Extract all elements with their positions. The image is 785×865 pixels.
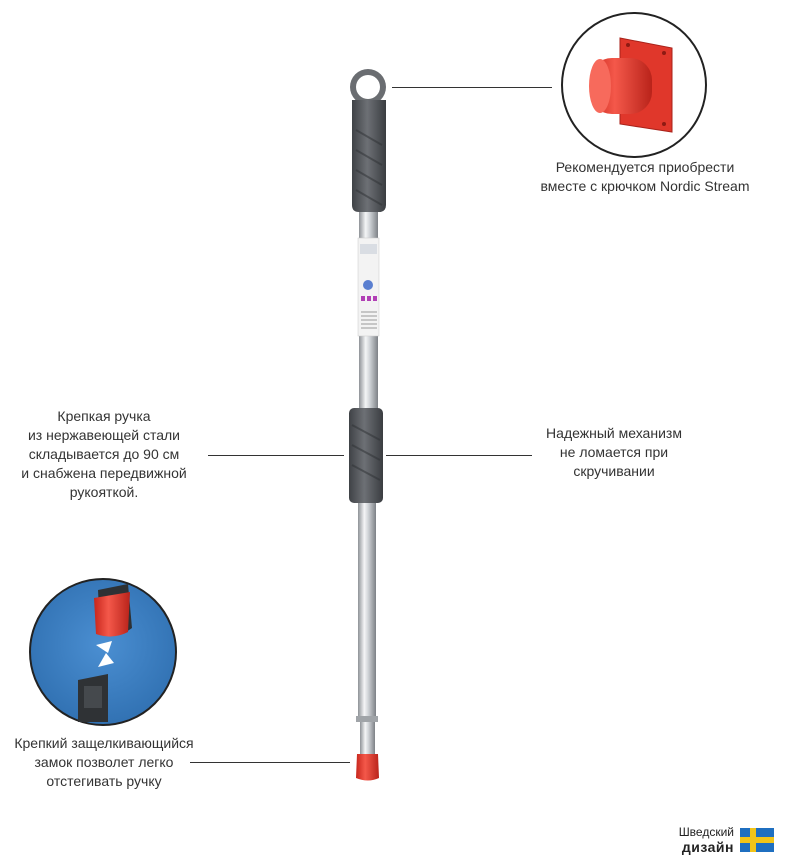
mechanism-caption-line: не ломается при <box>559 444 669 460</box>
lock-leader-line <box>190 762 350 763</box>
mechanism-leader-line <box>386 455 532 456</box>
hook-caption-line: вместе с крючком Nordic Stream <box>540 178 750 194</box>
mechanism-caption <box>526 424 702 481</box>
handle-caption <box>6 407 202 502</box>
badge-line1: Шведский <box>678 825 734 839</box>
lock-detail-circle <box>30 579 176 725</box>
handle-caption-line: из нержавеющей стали <box>27 427 181 443</box>
badge-line2: дизайн <box>681 839 734 855</box>
middle-grip <box>349 408 383 503</box>
handle-caption-line: рукояткой. <box>69 484 139 500</box>
top-grip <box>352 100 386 212</box>
mechanism-caption-line: Надежный механизм <box>546 425 682 441</box>
handle-leader-line <box>208 455 344 456</box>
tube-collar <box>356 716 378 722</box>
red-end-cap <box>356 754 379 781</box>
lower-tube <box>358 503 376 718</box>
lock-caption-line: Крепкий защелкивающийся <box>14 735 194 751</box>
hook-detail-circle <box>562 13 706 157</box>
handle-caption-line: Крепкая ручка <box>57 408 151 424</box>
hook-caption <box>522 158 768 196</box>
hook-caption-line: Рекомендуется приобрести <box>555 159 735 175</box>
handle-caption-line: складывается до 90 см <box>28 446 180 462</box>
hanging-ring <box>350 69 386 105</box>
end-tube <box>360 722 375 754</box>
lock-caption-line: замок позволет легко <box>34 754 174 770</box>
swedish-flag-icon <box>740 828 774 852</box>
lock-caption-line: отстегивать ручку <box>46 773 162 789</box>
lock-caption <box>2 734 206 791</box>
swedish-design-badge <box>670 825 775 857</box>
mechanism-caption-line: скручивании <box>573 463 655 479</box>
badge-text <box>670 825 734 855</box>
product-label <box>358 238 379 336</box>
hook-leader-line <box>392 87 552 88</box>
handle-caption-line: и снабжена передвижной <box>21 465 187 481</box>
